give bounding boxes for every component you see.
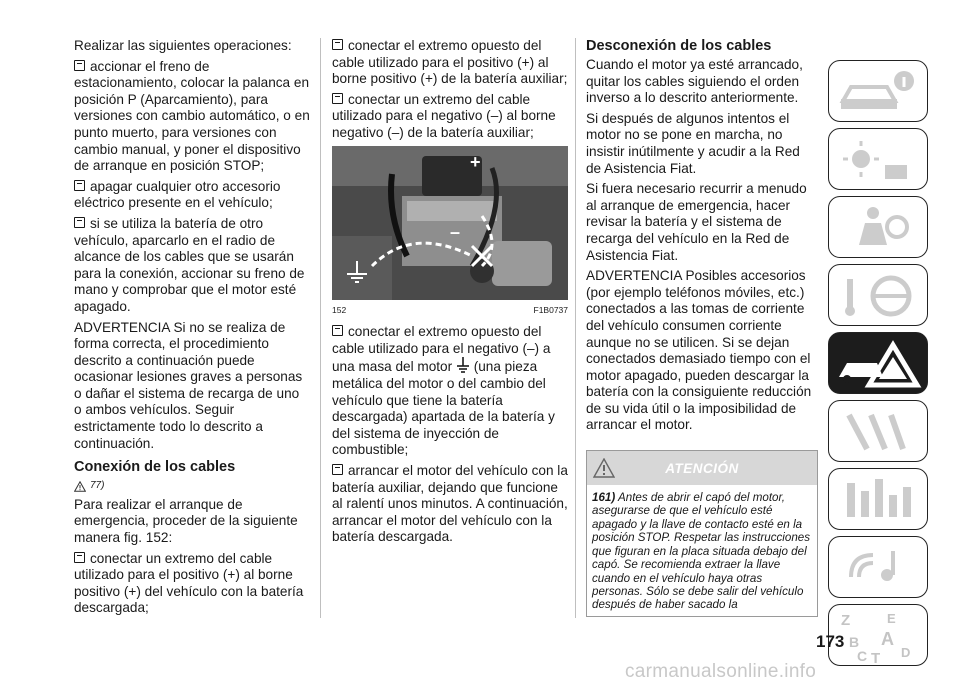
watermark-text: carmanualsonline.info: [625, 661, 817, 682]
multimedia-icon: [829, 537, 929, 599]
svg-text:B: B: [849, 634, 860, 650]
paragraph: Cuando el motor ya esté arrancado, quitar los cables siguiendo el orden inverso a lo descrito anteriormente.: [586, 57, 803, 106]
warning-triangle-icon: [74, 481, 86, 492]
steering-key-icon: [829, 265, 929, 327]
bullet-icon: [74, 60, 85, 71]
bullet-icon: [332, 39, 343, 50]
bullet-item: conectar un extremo del cable utilizado para el negativo (–) al borne negativo (–) de la batería auxiliar;: [332, 91, 556, 140]
attention-title: ATENCIÓN: [665, 461, 739, 477]
bullet-icon: [74, 552, 85, 563]
tab-maintenance[interactable]: [828, 400, 928, 462]
warning-paragraph: ADVERTENCIA Si no se realiza de forma correcta, el procedimiento descrito a continuación puede ocasionar lesiones graves a personas o dañar el sistema de recarga de uno o ambos vehículos. Seguir estrictamente todo lo descrito a continuación.: [74, 319, 303, 451]
bullet-item: conectar un extremo del cable utilizado para el positivo (+) al borne positivo (+) del vehículo con la batería descargada;: [74, 550, 304, 616]
svg-text:T: T: [871, 650, 881, 667]
bullet-item: conectar el extremo opuesto del cable utilizado para el positivo (+) al borne positivo (+) de la batería auxiliar;: [332, 38, 568, 87]
svg-text:D: D: [901, 645, 911, 660]
bullet-item: apagar cualquier otro accesorio eléctrico presente en el vehículo;: [74, 178, 281, 211]
figure-code: F1B0737: [533, 304, 568, 315]
bullet-icon: [74, 180, 85, 191]
tab-multimedia[interactable]: [828, 536, 928, 598]
attention-reference: 77): [74, 478, 310, 495]
tab-technical-data[interactable]: [828, 468, 928, 530]
section-heading: Desconexión de los cables: [586, 38, 772, 54]
attention-header: [587, 451, 817, 485]
paragraph: Si después de algunos intentos el motor no se pone en marcha, no insistir inútilmente y acudir a la Red de Asistencia Fiat.: [586, 110, 800, 176]
svg-text:E: E: [887, 611, 896, 626]
svg-text:C: C: [857, 648, 868, 664]
warning-paragraph: ADVERTENCIA Posibles accesorios (por ejemplo teléfonos móviles, etc.) conectados a las tomas de corriente del vehículo consumen corriente aunque no se utilicen. Si se dejan conectados demasiado tiempo con el motor apagado, pueden descargar la batería con la consiguiente reducción de su vida útil o la imposibilidad de arrancar el motor.: [586, 268, 812, 433]
bullet-item: si se utiliza la batería de otro vehículo, aparcarlo en el radio de alcance de los cables que se usarán para la conexión, accionar su freno de mano y comprobar que el motor esté apagado.: [74, 215, 305, 314]
page-number: 173: [816, 632, 845, 651]
column-2: [332, 38, 568, 550]
bullet-icon: [332, 464, 343, 475]
battery-connection-photo: [332, 146, 568, 300]
section-heading: Conexión de los cables: [74, 459, 236, 476]
column-1: [74, 38, 310, 621]
tab-starting[interactable]: [828, 264, 928, 326]
safety-airbag-icon: [829, 197, 929, 259]
attention-box: [586, 450, 818, 617]
ground-symbol-icon: [456, 357, 470, 373]
intro-text: Realizar las siguientes operaciones:: [74, 38, 292, 53]
car-info-icon: [829, 61, 929, 123]
bullet-item: conectar el extremo opuesto del cable utilizado para el negativo (–) a una masa del motor (una pieza metálica del motor o del cambio del vehículo que tiene la batería descargada) apartada de la batería y del sistema de inyección de combustible;: [332, 324, 555, 458]
figure-caption: [332, 302, 568, 319]
tab-car-info[interactable]: [828, 60, 928, 122]
bullet-item: accionar el freno de estacionamiento, colocar la palanca en posición P (Aparcamiento), para versiones con cambio automático, o en punto muerto, para versiones con cambio manual, y poner el dispositivo de arranque en posición STOP;: [74, 58, 310, 174]
tab-safety[interactable]: [828, 196, 928, 258]
svg-text:A: A: [881, 629, 894, 649]
tab-dashboard[interactable]: [828, 128, 928, 190]
svg-text:Z: Z: [841, 612, 851, 629]
dashboard-lights-icon: [829, 129, 929, 191]
tab-emergency[interactable]: [828, 332, 928, 394]
column-divider: [575, 38, 576, 618]
technical-data-icon: [829, 469, 929, 531]
column-divider: [320, 38, 321, 618]
bullet-icon: [332, 325, 343, 336]
paragraph: Si fuera necesario recurrir a menudo al arranque de emergencia, hacer revisar la batería y el sistema de recarga del vehículo en la Red de Asistencia Fiat.: [586, 181, 807, 263]
procedure-intro: Para realizar el arranque de emergencia, proceder de la siguiente manera fig. 152:: [74, 496, 298, 546]
bullet-item: arrancar el motor del vehículo con la batería auxiliar, dejando que funcione al ralentí unos minutos. A continuación, arrancar el motor del vehículo con la batería descargada.: [332, 462, 568, 545]
maintenance-tools-icon: [829, 401, 929, 463]
engine-bay-figure: [332, 146, 568, 300]
bullet-icon: [74, 217, 85, 228]
figure-number: 152: [332, 304, 347, 315]
bullet-icon: [332, 93, 343, 104]
emergency-warning-icon: [829, 333, 929, 395]
attention-text: 161) Antes de abrir el capó del motor, asegurarse de que el vehículo esté apagado y la llave de contacto esté en la posición STOP. Respetar las instrucciones que figuran en la placa situada debajo del capó. Se recomienda extraer la llave cuando en el vehículo haya otras personas. Sólo se debe salir del vehículo después de haber sacado la: [592, 491, 811, 612]
positive-terminal-label: +: [470, 151, 481, 172]
negative-terminal-label: –: [450, 221, 461, 242]
column-3: [586, 38, 818, 617]
